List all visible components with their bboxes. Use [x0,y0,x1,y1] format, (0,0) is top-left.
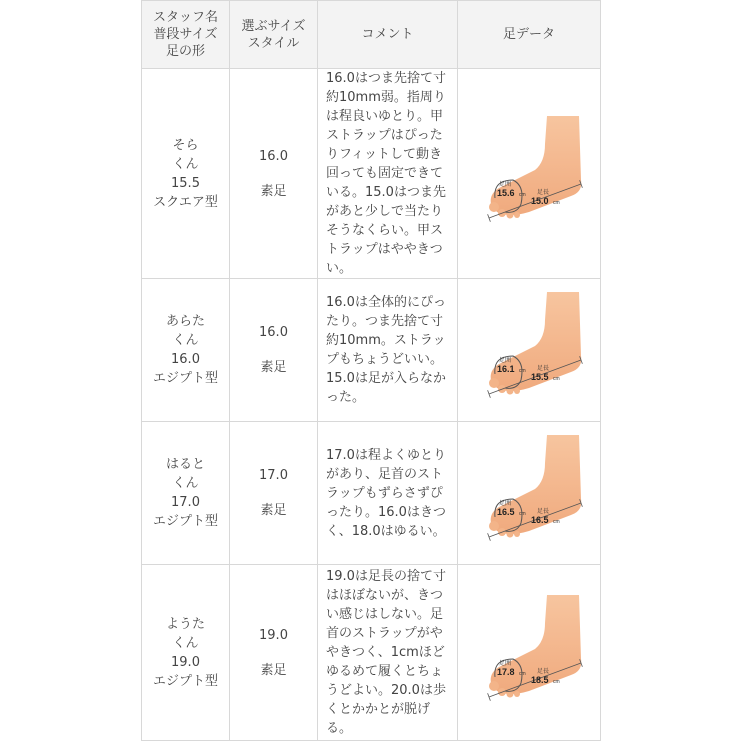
table-row [142,565,601,741]
width-label: 足囲 [499,660,512,667]
staff-cell [142,565,230,741]
style-label: 素足 [260,360,287,375]
staff-cell [142,279,230,422]
width-unit: cm [519,368,526,374]
chosen-size: 19.0 [259,627,288,643]
staff-foot-shape: エジプト型 [152,371,218,386]
comment-cell [318,422,458,565]
length-value: 15.0 [531,195,549,206]
staff-cell [142,422,230,565]
length-unit: cm [553,376,560,382]
staff-cell [142,69,230,279]
length-unit: cm [553,199,560,206]
style-label: 素足 [260,662,287,678]
size-cell [230,422,318,565]
length-unit: cm [553,519,560,525]
comment-text: 17.0は程よくゆとりがあり、足首のストラップもずらさずぴったり。16.0はきつく、18.0はゆるい。 [326,447,446,539]
size-cell [230,565,318,741]
length-label: 足長 [537,668,550,675]
width-unit: cm [519,511,526,517]
toe-icon [514,388,520,394]
length-value: 15.5 [531,372,549,382]
staff-foot-shape: スクエア型 [153,194,218,210]
width-label: 足囲 [499,501,512,507]
toe-icon [514,691,520,697]
staff-name: ようた [165,616,205,632]
width-label: 足囲 [499,358,512,364]
comment-text: 16.0はつま先捨て寸約10mm弱。指周りは程良いゆとり。甲ストラップはぴったりフィットして動き回っても固定できている。15.0はつま先があと少しで当たりそうなくらい。甲ストラップはややきつい。 [326,71,446,276]
length-label: 足長 [537,189,550,196]
staff-foot-shape: エジプト型 [152,673,218,689]
length-value: 16.5 [531,515,549,525]
chosen-size: 16.0 [259,148,288,164]
width-value: 17.8 [497,666,515,677]
length-unit: cm [553,678,560,685]
staff-usual-size: 17.0 [171,495,200,510]
header-foot-data: 足データ [458,1,601,69]
foot-data-cell [458,422,601,565]
toe-icon [489,202,499,212]
header-comment: コメント [318,1,458,69]
comment-text: 19.0は足長の捨て寸はほぼないが、きつい感じはしない。足首のストラップがややきつく、1cmほどゆるめて履くとちょうどよい。20.0は歩くとかかとが脱げる。 [326,569,446,736]
foot-illustration [469,290,589,410]
staff-honorific: くん [172,156,199,172]
fitting-table [141,0,601,741]
width-unit: cm [519,670,526,677]
width-value: 16.1 [497,364,515,374]
width-value: 15.6 [497,187,515,198]
toe-icon [514,531,520,537]
staff-foot-shape: エジプト型 [152,514,218,529]
width-value: 16.5 [497,507,515,517]
comment-cell [318,279,458,422]
size-cell [230,69,318,279]
comment-cell [318,69,458,279]
chosen-size: 17.0 [259,468,288,483]
length-value: 18.5 [531,674,549,685]
foot-data-cell [458,279,601,422]
header-size: 選ぶサイズ スタイル [230,1,318,69]
width-unit: cm [519,191,526,198]
staff-honorific: くん [172,635,199,651]
foot-data-cell [458,565,601,741]
chosen-size: 16.0 [259,325,288,340]
comment-text: 16.0は全体的にぴったり。つま先捨て寸約10mm。ストラップもちょうどいい。15.0は足が入らなかった。 [326,295,446,405]
width-label: 足囲 [499,181,512,188]
foot-illustration [469,114,589,234]
size-cell [230,279,318,422]
toe-icon [489,378,499,388]
staff-usual-size: 16.0 [171,352,200,367]
style-label: 素足 [260,183,287,199]
staff-name: あらた [165,314,205,329]
toe-icon [489,681,499,691]
toe-icon [489,521,499,531]
staff-usual-size: 19.0 [171,654,200,670]
header-row [142,1,601,69]
table-row [142,69,601,279]
foot-data-cell [458,69,601,279]
header-staff: スタッフ名 普段サイズ 足の形 [142,1,230,69]
staff-honorific: くん [172,333,199,348]
staff-name: はると [165,457,205,472]
table-row [142,422,601,565]
staff-honorific: くん [172,476,199,491]
foot-illustration [469,433,589,553]
foot-illustration [469,593,589,713]
style-label: 素足 [260,503,287,518]
length-label: 足長 [537,366,550,372]
toe-icon [514,212,520,218]
table-row [142,279,601,422]
length-label: 足長 [537,509,550,515]
comment-cell [318,565,458,741]
staff-name: そら [172,137,199,153]
staff-usual-size: 15.5 [171,175,200,191]
